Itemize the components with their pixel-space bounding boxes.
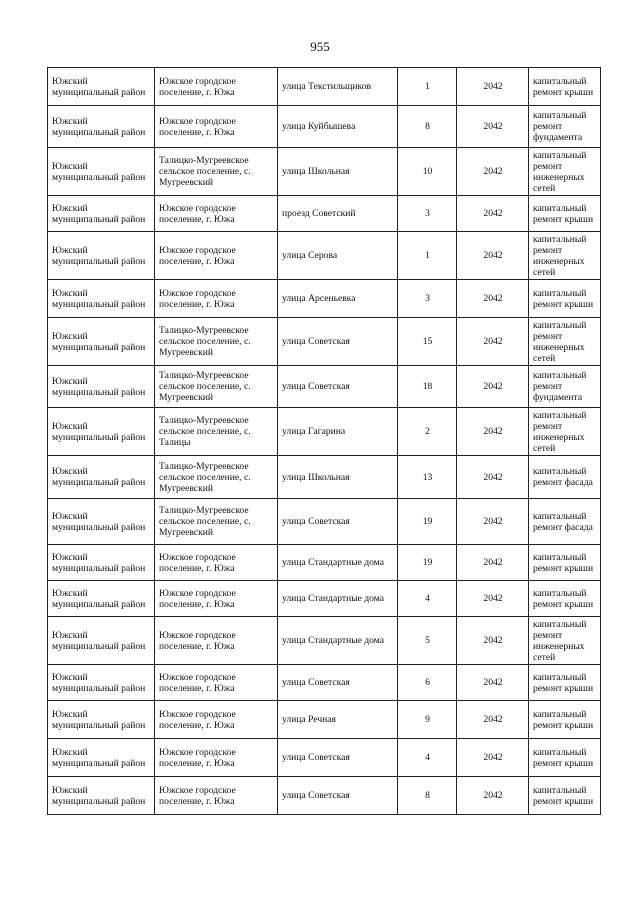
year-cell: 2042 xyxy=(457,68,529,106)
house-number-cell: 9 xyxy=(398,701,457,739)
district-cell: Южский муниципальный район xyxy=(48,196,155,232)
table-row xyxy=(48,318,601,366)
street-cell: улица Арсеньевка xyxy=(278,280,398,318)
year-cell: 2042 xyxy=(457,739,529,777)
district-cell: Южский муниципальный район xyxy=(48,408,155,456)
street-cell: проезд Советский xyxy=(278,196,398,232)
settlement-cell: Южское городское поселение, г. Южа xyxy=(155,739,278,777)
house-number-cell: 4 xyxy=(398,739,457,777)
work-type-cell: капитальный ремонт крыши xyxy=(529,701,601,739)
work-type-cell: капитальный ремонт фасада xyxy=(529,499,601,545)
house-number-cell: 1 xyxy=(398,68,457,106)
settlement-cell: Талицко-Мугреевское сельское поселение, с. Мугреевский xyxy=(155,456,278,499)
table-row xyxy=(48,617,601,665)
year-cell: 2042 xyxy=(457,148,529,196)
table-row xyxy=(48,106,601,148)
house-number-cell: 5 xyxy=(398,617,457,665)
table-row xyxy=(48,68,601,106)
house-number-cell: 18 xyxy=(398,366,457,408)
house-number-cell: 19 xyxy=(398,545,457,581)
settlement-cell: Южское городское поселение, г. Южа xyxy=(155,232,278,280)
work-type-cell: капитальный ремонт крыши xyxy=(529,68,601,106)
settlement-cell: Южское городское поселение, г. Южа xyxy=(155,581,278,617)
district-cell: Южский муниципальный район xyxy=(48,456,155,499)
table-row xyxy=(48,665,601,701)
street-cell: улица Советская xyxy=(278,499,398,545)
page-number: 955 xyxy=(310,39,330,54)
settlement-cell: Талицко-Мугреевское сельское поселение, с. Мугреевский xyxy=(155,499,278,545)
house-number-cell: 8 xyxy=(398,777,457,815)
year-cell: 2042 xyxy=(457,777,529,815)
work-type-cell: капитальный ремонт инженерных сетей xyxy=(529,408,601,456)
street-cell: улица Советская xyxy=(278,665,398,701)
settlement-cell: Южское городское поселение, г. Южа xyxy=(155,68,278,106)
table-row xyxy=(48,499,601,545)
house-number-cell: 4 xyxy=(398,581,457,617)
work-type-cell: капитальный ремонт крыши xyxy=(529,665,601,701)
house-number-cell: 13 xyxy=(398,456,457,499)
work-type-cell: капитальный ремонт крыши xyxy=(529,739,601,777)
year-cell: 2042 xyxy=(457,196,529,232)
district-cell: Южский муниципальный район xyxy=(48,68,155,106)
street-cell: улица Советская xyxy=(278,777,398,815)
street-cell: улица Школьная xyxy=(278,456,398,499)
house-number-cell: 6 xyxy=(398,665,457,701)
year-cell: 2042 xyxy=(457,366,529,408)
district-cell: Южский муниципальный район xyxy=(48,366,155,408)
settlement-cell: Талицко-Мугреевское сельское поселение, с. Мугреевский xyxy=(155,366,278,408)
year-cell: 2042 xyxy=(457,617,529,665)
year-cell: 2042 xyxy=(457,665,529,701)
settlement-cell: Талицко-Мугреевское сельское поселение, с. Талицы xyxy=(155,408,278,456)
work-type-cell: капитальный ремонт фасада xyxy=(529,456,601,499)
street-cell: улица Гагарина xyxy=(278,408,398,456)
district-cell: Южский муниципальный район xyxy=(48,106,155,148)
settlement-cell: Южское городское поселение, г. Южа xyxy=(155,196,278,232)
street-cell: улица Советская xyxy=(278,739,398,777)
settlement-cell: Южское городское поселение, г. Южа xyxy=(155,777,278,815)
table-row xyxy=(48,366,601,408)
work-type-cell: капитальный ремонт инженерных сетей xyxy=(529,617,601,665)
house-number-cell: 1 xyxy=(398,232,457,280)
house-number-cell: 3 xyxy=(398,280,457,318)
table-row xyxy=(48,148,601,196)
year-cell: 2042 xyxy=(457,318,529,366)
repair-schedule-table xyxy=(47,67,601,815)
settlement-cell: Южское городское поселение, г. Южа xyxy=(155,701,278,739)
settlement-cell: Талицко-Мугреевское сельское поселение, с. Мугреевский xyxy=(155,148,278,196)
work-type-cell: капитальный ремонт крыши xyxy=(529,545,601,581)
house-number-cell: 10 xyxy=(398,148,457,196)
district-cell: Южский муниципальный район xyxy=(48,777,155,815)
table-row xyxy=(48,280,601,318)
work-type-cell: капитальный ремонт крыши xyxy=(529,196,601,232)
settlement-cell: Южское городское поселение, г. Южа xyxy=(155,665,278,701)
street-cell: улица Стандартные дома xyxy=(278,617,398,665)
street-cell: улица Школьная xyxy=(278,148,398,196)
street-cell: улица Куйбышева xyxy=(278,106,398,148)
street-cell: улица Речная xyxy=(278,701,398,739)
year-cell: 2042 xyxy=(457,456,529,499)
work-type-cell: капитальный ремонт инженерных сетей xyxy=(529,148,601,196)
district-cell: Южский муниципальный район xyxy=(48,701,155,739)
work-type-cell: капитальный ремонт фундамента xyxy=(529,106,601,148)
street-cell: улица Стандартные дома xyxy=(278,545,398,581)
year-cell: 2042 xyxy=(457,545,529,581)
street-cell: улица Стандартные дома xyxy=(278,581,398,617)
table-row xyxy=(48,581,601,617)
street-cell: улица Советская xyxy=(278,318,398,366)
district-cell: Южский муниципальный район xyxy=(48,499,155,545)
house-number-cell: 2 xyxy=(398,408,457,456)
settlement-cell: Талицко-Мугреевское сельское поселение, с. Мугреевский xyxy=(155,318,278,366)
district-cell: Южский муниципальный район xyxy=(48,232,155,280)
district-cell: Южский муниципальный район xyxy=(48,318,155,366)
district-cell: Южский муниципальный район xyxy=(48,581,155,617)
district-cell: Южский муниципальный район xyxy=(48,148,155,196)
house-number-cell: 15 xyxy=(398,318,457,366)
work-type-cell: капитальный ремонт крыши xyxy=(529,581,601,617)
year-cell: 2042 xyxy=(457,499,529,545)
work-type-cell: капитальный ремонт инженерных сетей xyxy=(529,318,601,366)
district-cell: Южский муниципальный район xyxy=(48,665,155,701)
district-cell: Южский муниципальный район xyxy=(48,280,155,318)
settlement-cell: Южское городское поселение, г. Южа xyxy=(155,617,278,665)
table-row xyxy=(48,739,601,777)
house-number-cell: 8 xyxy=(398,106,457,148)
table-row xyxy=(48,545,601,581)
table-row xyxy=(48,701,601,739)
year-cell: 2042 xyxy=(457,701,529,739)
year-cell: 2042 xyxy=(457,232,529,280)
house-number-cell: 19 xyxy=(398,499,457,545)
year-cell: 2042 xyxy=(457,106,529,148)
street-cell: улица Серова xyxy=(278,232,398,280)
district-cell: Южский муниципальный район xyxy=(48,545,155,581)
district-cell: Южский муниципальный район xyxy=(48,739,155,777)
house-number-cell: 3 xyxy=(398,196,457,232)
table-row xyxy=(48,408,601,456)
work-type-cell: капитальный ремонт крыши xyxy=(529,777,601,815)
settlement-cell: Южское городское поселение, г. Южа xyxy=(155,280,278,318)
work-type-cell: капитальный ремонт фундамента xyxy=(529,366,601,408)
street-cell: улица Советская xyxy=(278,366,398,408)
year-cell: 2042 xyxy=(457,581,529,617)
year-cell: 2042 xyxy=(457,408,529,456)
street-cell: улица Текстильщиков xyxy=(278,68,398,106)
table-row xyxy=(48,232,601,280)
district-cell: Южский муниципальный район xyxy=(48,617,155,665)
settlement-cell: Южское городское поселение, г. Южа xyxy=(155,545,278,581)
table-row xyxy=(48,777,601,815)
table-row xyxy=(48,456,601,499)
year-cell: 2042 xyxy=(457,280,529,318)
settlement-cell: Южское городское поселение, г. Южа xyxy=(155,106,278,148)
work-type-cell: капитальный ремонт крыши xyxy=(529,280,601,318)
work-type-cell: капитальный ремонт инженерных сетей xyxy=(529,232,601,280)
table-row xyxy=(48,196,601,232)
